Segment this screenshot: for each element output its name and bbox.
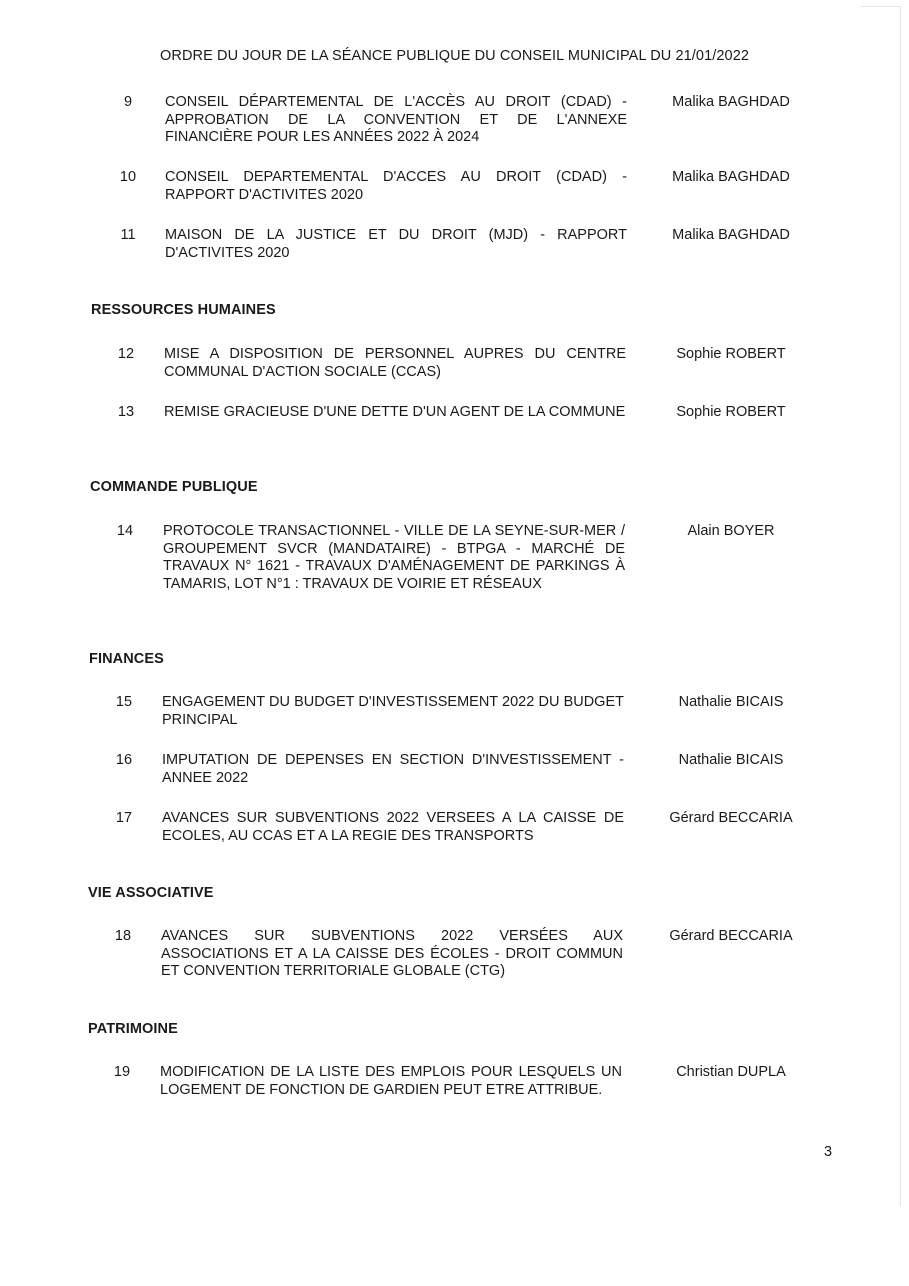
section-heading: COMMANDE PUBLIQUE <box>90 479 258 495</box>
item-number: 16 <box>115 752 133 768</box>
item-number: 18 <box>114 928 132 944</box>
item-title: AVANCES SUR SUBVENTIONS 2022 VERSEES A LA CAISSE DE ECOLES, AU CCAS ET A LA REGIE DES TRANSPORTS <box>162 810 624 844</box>
item-rapporteur: Malika BAGHDAD <box>672 227 790 243</box>
section-heading: FINANCES <box>89 651 164 667</box>
item-rapporteur: Nathalie BICAIS <box>678 694 784 710</box>
item-number: 14 <box>116 523 134 539</box>
page-number: 3 <box>824 1144 833 1160</box>
item-title: IMPUTATION DE DEPENSES EN SECTION D'INVESTISSEMENT - ANNEE 2022 <box>162 752 624 786</box>
section-heading: RESSOURCES HUMAINES <box>91 302 276 318</box>
item-rapporteur: Christian DUPLA <box>676 1064 786 1080</box>
item-number: 10 <box>119 169 137 185</box>
item-title: ENGAGEMENT DU BUDGET D'INVESTISSEMENT 2022 DU BUDGET PRINCIPAL <box>162 694 624 728</box>
item-number: 19 <box>113 1064 131 1080</box>
item-rapporteur: Sophie ROBERT <box>676 346 786 362</box>
item-number: 11 <box>120 227 136 243</box>
item-title: AVANCES SUR SUBVENTIONS 2022 VERSÉES AUX ASSOCIATIONS ET A LA CAISSE DES ÉCOLES - DROIT COMMUN ET CONVENTION TERRITORIALE GLOBALE (CTG) <box>161 928 623 979</box>
item-title: PROTOCOLE TRANSACTIONNEL - VILLE DE LA SEYNE-SUR-MER / GROUPEMENT SVCR (MANDATAIRE) - BTPGA - MARCHÉ DE TRAVAUX N° 1621 - TRAVAUX D'AMÉNAGEMENT DE PARKINGS À TAMARIS, LOT N°1 : TRAVAUX DE VOIRIE ET RÉSEAUX <box>163 523 625 592</box>
item-rapporteur: Gérard BECCARIA <box>669 810 793 826</box>
item-number: 15 <box>115 694 133 710</box>
item-rapporteur: Malika BAGHDAD <box>672 169 790 185</box>
item-title: MODIFICATION DE LA LISTE DES EMPLOIS POUR LESQUELS UN LOGEMENT DE FONCTION DE GARDIEN PEUT ETRE ATTRIBUE. <box>160 1064 622 1098</box>
item-rapporteur: Alain BOYER <box>687 523 775 539</box>
item-rapporteur: Malika BAGHDAD <box>672 94 790 110</box>
item-rapporteur: Nathalie BICAIS <box>678 752 784 768</box>
item-number: 9 <box>123 94 133 110</box>
item-title: MISE A DISPOSITION DE PERSONNEL AUPRES DU CENTRE COMMUNAL D'ACTION SOCIALE (CCAS) <box>164 346 626 380</box>
item-rapporteur: Gérard BECCARIA <box>669 928 793 944</box>
document-header: ORDRE DU JOUR DE LA SÉANCE PUBLIQUE DU CONSEIL MUNICIPAL DU 21/01/2022 <box>160 48 750 64</box>
page-edge <box>900 6 901 1206</box>
item-title: MAISON DE LA JUSTICE ET DU DROIT (MJD) - RAPPORT D'ACTIVITES 2020 <box>165 227 627 261</box>
item-title: CONSEIL DEPARTEMENTAL D'ACCES AU DROIT (CDAD) - RAPPORT D'ACTIVITES 2020 <box>165 169 627 203</box>
item-number: 17 <box>115 810 133 826</box>
item-number: 13 <box>117 404 135 420</box>
item-number: 12 <box>117 346 135 362</box>
item-title: REMISE GRACIEUSE D'UNE DETTE D'UN AGENT DE LA COMMUNE <box>164 404 626 420</box>
section-heading: VIE ASSOCIATIVE <box>88 885 214 901</box>
item-title: CONSEIL DÉPARTEMENTAL DE L'ACCÈS AU DROIT (CDAD) - APPROBATION DE LA CONVENTION ET DE L'ANNEXE FINANCIÈRE POUR LES ANNÉES 2022 À 2024 <box>165 94 627 145</box>
section-heading: PATRIMOINE <box>88 1021 178 1037</box>
item-rapporteur: Sophie ROBERT <box>676 404 786 420</box>
page-edge-top <box>860 6 900 7</box>
